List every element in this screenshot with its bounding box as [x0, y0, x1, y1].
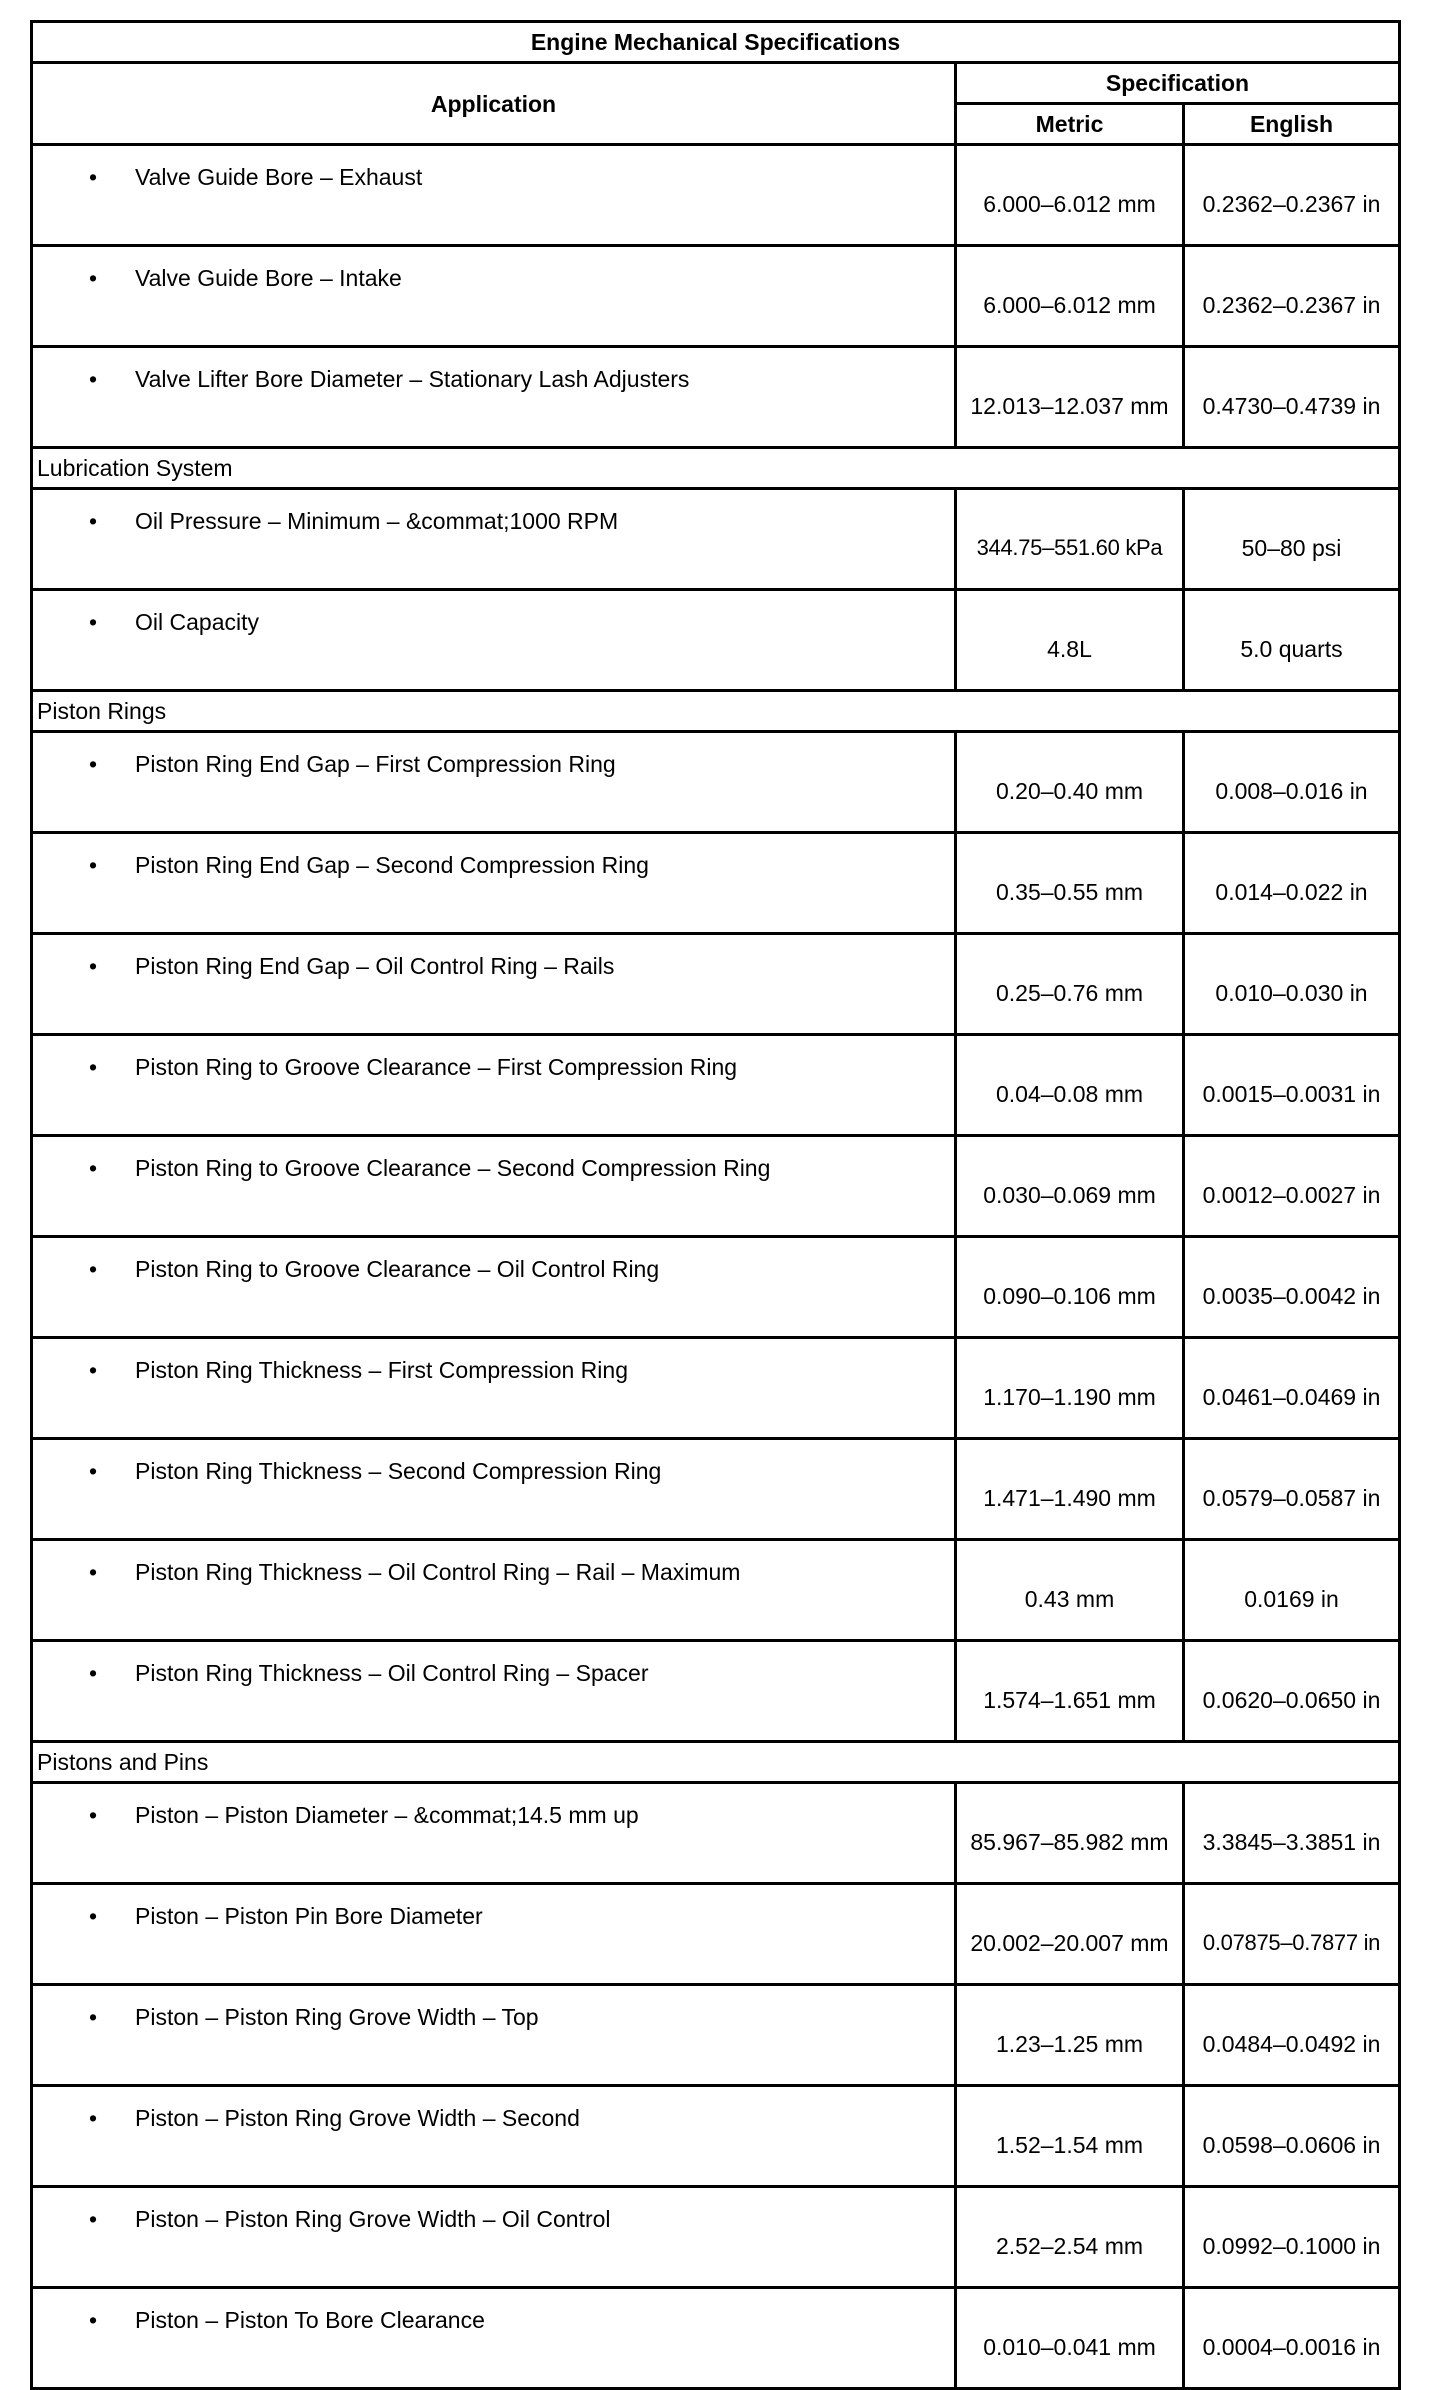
application-cell — [32, 246, 956, 347]
application-text: Oil Pressure – Minimum – &commat;1000 RPM — [135, 508, 619, 534]
application-text: Piston Ring Thickness – First Compression Ring — [135, 1357, 628, 1383]
english-value: 0.0484–0.0492 in — [1184, 1985, 1400, 2086]
application-text: Piston Ring Thickness – Oil Control Ring – Spacer — [135, 1660, 649, 1686]
metric-value: 1.170–1.190 mm — [956, 1338, 1184, 1439]
metric-value: 1.23–1.25 mm — [956, 1985, 1184, 2086]
section-row — [32, 1742, 1400, 1783]
english-header: English — [1184, 104, 1400, 145]
application-text: Piston Ring Thickness – Oil Control Ring – Rail – Maximum — [135, 1559, 741, 1585]
bullet-icon: • — [88, 953, 98, 979]
bullet-icon: • — [88, 164, 98, 190]
english-value: 0.0012–0.0027 in — [1184, 1136, 1400, 1237]
table-row — [32, 347, 1400, 448]
application-text: Piston – Piston To Bore Clearance — [135, 2307, 485, 2333]
section-label: Pistons and Pins — [32, 1742, 1400, 1783]
application-text: Piston – Piston Diameter – &commat;14.5 mm up — [135, 1802, 639, 1828]
table-row — [32, 145, 1400, 246]
application-cell — [32, 1237, 956, 1338]
application-cell — [32, 833, 956, 934]
english-value: 0.0169 in — [1184, 1540, 1400, 1641]
table-row — [32, 2086, 1400, 2187]
application-cell — [32, 1439, 956, 1540]
english-value: 0.0620–0.0650 in — [1184, 1641, 1400, 1742]
metric-value: 2.52–2.54 mm — [956, 2187, 1184, 2288]
table-row — [32, 833, 1400, 934]
metric-value: 20.002–20.007 mm — [956, 1884, 1184, 1985]
bullet-icon: • — [88, 1660, 98, 1686]
bullet-icon: • — [88, 2307, 98, 2333]
application-text: Valve Guide Bore – Intake — [135, 265, 402, 291]
english-value: 0.014–0.022 in — [1184, 833, 1400, 934]
table-row — [32, 934, 1400, 1035]
bullet-icon: • — [88, 751, 98, 777]
application-text: Piston Ring to Groove Clearance – Second Compression Ring — [135, 1155, 771, 1181]
application-text: Piston Ring Thickness – Second Compression Ring — [135, 1458, 662, 1484]
english-value: 0.0461–0.0469 in — [1184, 1338, 1400, 1439]
bullet-icon: • — [88, 1054, 98, 1080]
application-cell — [32, 732, 956, 833]
bullet-icon: • — [88, 609, 98, 635]
section-label: Lubrication System — [32, 448, 1400, 489]
table-row — [32, 1641, 1400, 1742]
english-value: 0.0579–0.0587 in — [1184, 1439, 1400, 1540]
english-value: 0.0992–0.1000 in — [1184, 2187, 1400, 2288]
application-text: Piston – Piston Pin Bore Diameter — [135, 1903, 483, 1929]
spec-table-body — [32, 145, 1400, 2389]
application-header: Application — [32, 63, 956, 145]
application-cell — [32, 145, 956, 246]
application-cell — [32, 1338, 956, 1439]
english-value: 0.0004–0.0016 in — [1184, 2288, 1400, 2389]
metric-value: 0.010–0.041 mm — [956, 2288, 1184, 2389]
english-value: 0.2362–0.2367 in — [1184, 145, 1400, 246]
table-row — [32, 1884, 1400, 1985]
metric-value: 0.04–0.08 mm — [956, 1035, 1184, 1136]
table-row — [32, 590, 1400, 691]
bullet-icon: • — [88, 1802, 98, 1828]
spec-table — [30, 20, 1401, 2390]
bullet-icon: • — [88, 2105, 98, 2131]
section-label: Piston Rings — [32, 691, 1400, 732]
application-cell — [32, 1035, 956, 1136]
application-text: Piston Ring End Gap – Oil Control Ring – Rails — [135, 953, 615, 979]
metric-header: Metric — [956, 104, 1184, 145]
metric-value: 1.471–1.490 mm — [956, 1439, 1184, 1540]
specification-header: Specification — [956, 63, 1400, 104]
english-value: 0.4730–0.4739 in — [1184, 347, 1400, 448]
application-cell — [32, 1641, 956, 1742]
bullet-icon: • — [88, 2004, 98, 2030]
application-text: Piston Ring to Groove Clearance – Oil Control Ring — [135, 1256, 660, 1282]
table-row — [32, 246, 1400, 347]
english-value: 0.0035–0.0042 in — [1184, 1237, 1400, 1338]
table-row — [32, 1136, 1400, 1237]
application-text: Piston – Piston Ring Grove Width – Oil Control — [135, 2206, 611, 2232]
application-text: Piston – Piston Ring Grove Width – Second — [135, 2105, 580, 2131]
application-cell — [32, 1884, 956, 1985]
metric-value: 12.013–12.037 mm — [956, 347, 1184, 448]
application-cell — [32, 347, 956, 448]
metric-value: 0.25–0.76 mm — [956, 934, 1184, 1035]
bullet-icon: • — [88, 1903, 98, 1929]
application-cell — [32, 1783, 956, 1884]
bullet-icon: • — [88, 2206, 98, 2232]
english-value: 5.0 quarts — [1184, 590, 1400, 691]
table-row — [32, 1985, 1400, 2086]
application-text: Oil Capacity — [135, 609, 259, 635]
application-text: Piston Ring End Gap – First Compression Ring — [135, 751, 616, 777]
application-cell — [32, 2187, 956, 2288]
application-text: Piston Ring to Groove Clearance – First Compression Ring — [135, 1054, 738, 1080]
bullet-icon: • — [88, 1155, 98, 1181]
english-value: 0.0598–0.0606 in — [1184, 2086, 1400, 2187]
metric-value: 1.52–1.54 mm — [956, 2086, 1184, 2187]
application-text: Piston Ring End Gap – Second Compression Ring — [135, 852, 649, 878]
metric-value: 0.030–0.069 mm — [956, 1136, 1184, 1237]
english-value: 0.07875–0.7877 in — [1184, 1884, 1400, 1985]
english-value: 50–80 psi — [1184, 489, 1400, 590]
bullet-icon: • — [88, 366, 98, 392]
application-cell — [32, 590, 956, 691]
table-row — [32, 1237, 1400, 1338]
metric-value: 344.75–551.60 kPa — [956, 489, 1184, 590]
table-row — [32, 1540, 1400, 1641]
metric-value: 0.35–0.55 mm — [956, 833, 1184, 934]
table-row — [32, 1338, 1400, 1439]
table-row — [32, 1035, 1400, 1136]
application-text: Valve Lifter Bore Diameter – Stationary Lash Adjusters — [135, 366, 690, 392]
metric-value: 4.8L — [956, 590, 1184, 691]
application-cell — [32, 1985, 956, 2086]
application-cell — [32, 2288, 956, 2389]
metric-value: 0.20–0.40 mm — [956, 732, 1184, 833]
bullet-icon: • — [88, 852, 98, 878]
metric-value: 1.574–1.651 mm — [956, 1641, 1184, 1742]
bullet-icon: • — [88, 1357, 98, 1383]
table-row — [32, 1783, 1400, 1884]
metric-value: 6.000–6.012 mm — [956, 145, 1184, 246]
metric-value: 6.000–6.012 mm — [956, 246, 1184, 347]
english-value: 0.2362–0.2367 in — [1184, 246, 1400, 347]
bullet-icon: • — [88, 1458, 98, 1484]
metric-value: 0.43 mm — [956, 1540, 1184, 1641]
application-cell — [32, 489, 956, 590]
application-cell — [32, 934, 956, 1035]
bullet-icon: • — [88, 508, 98, 534]
application-cell — [32, 1540, 956, 1641]
english-value: 3.3845–3.3851 in — [1184, 1783, 1400, 1884]
application-text: Valve Guide Bore – Exhaust — [135, 164, 423, 190]
application-cell — [32, 1136, 956, 1237]
section-row — [32, 448, 1400, 489]
bullet-icon: • — [88, 1256, 98, 1282]
english-value: 0.010–0.030 in — [1184, 934, 1400, 1035]
table-title: Engine Mechanical Specifications — [32, 22, 1400, 63]
english-value: 0.0015–0.0031 in — [1184, 1035, 1400, 1136]
table-row — [32, 2288, 1400, 2389]
bullet-icon: • — [88, 1559, 98, 1585]
bullet-icon: • — [88, 265, 98, 291]
table-row — [32, 489, 1400, 590]
section-row — [32, 691, 1400, 732]
table-row — [32, 2187, 1400, 2288]
application-cell — [32, 2086, 956, 2187]
table-row — [32, 732, 1400, 833]
table-row — [32, 1439, 1400, 1540]
metric-value: 0.090–0.106 mm — [956, 1237, 1184, 1338]
english-value: 0.008–0.016 in — [1184, 732, 1400, 833]
application-text: Piston – Piston Ring Grove Width – Top — [135, 2004, 539, 2030]
metric-value: 85.967–85.982 mm — [956, 1783, 1184, 1884]
